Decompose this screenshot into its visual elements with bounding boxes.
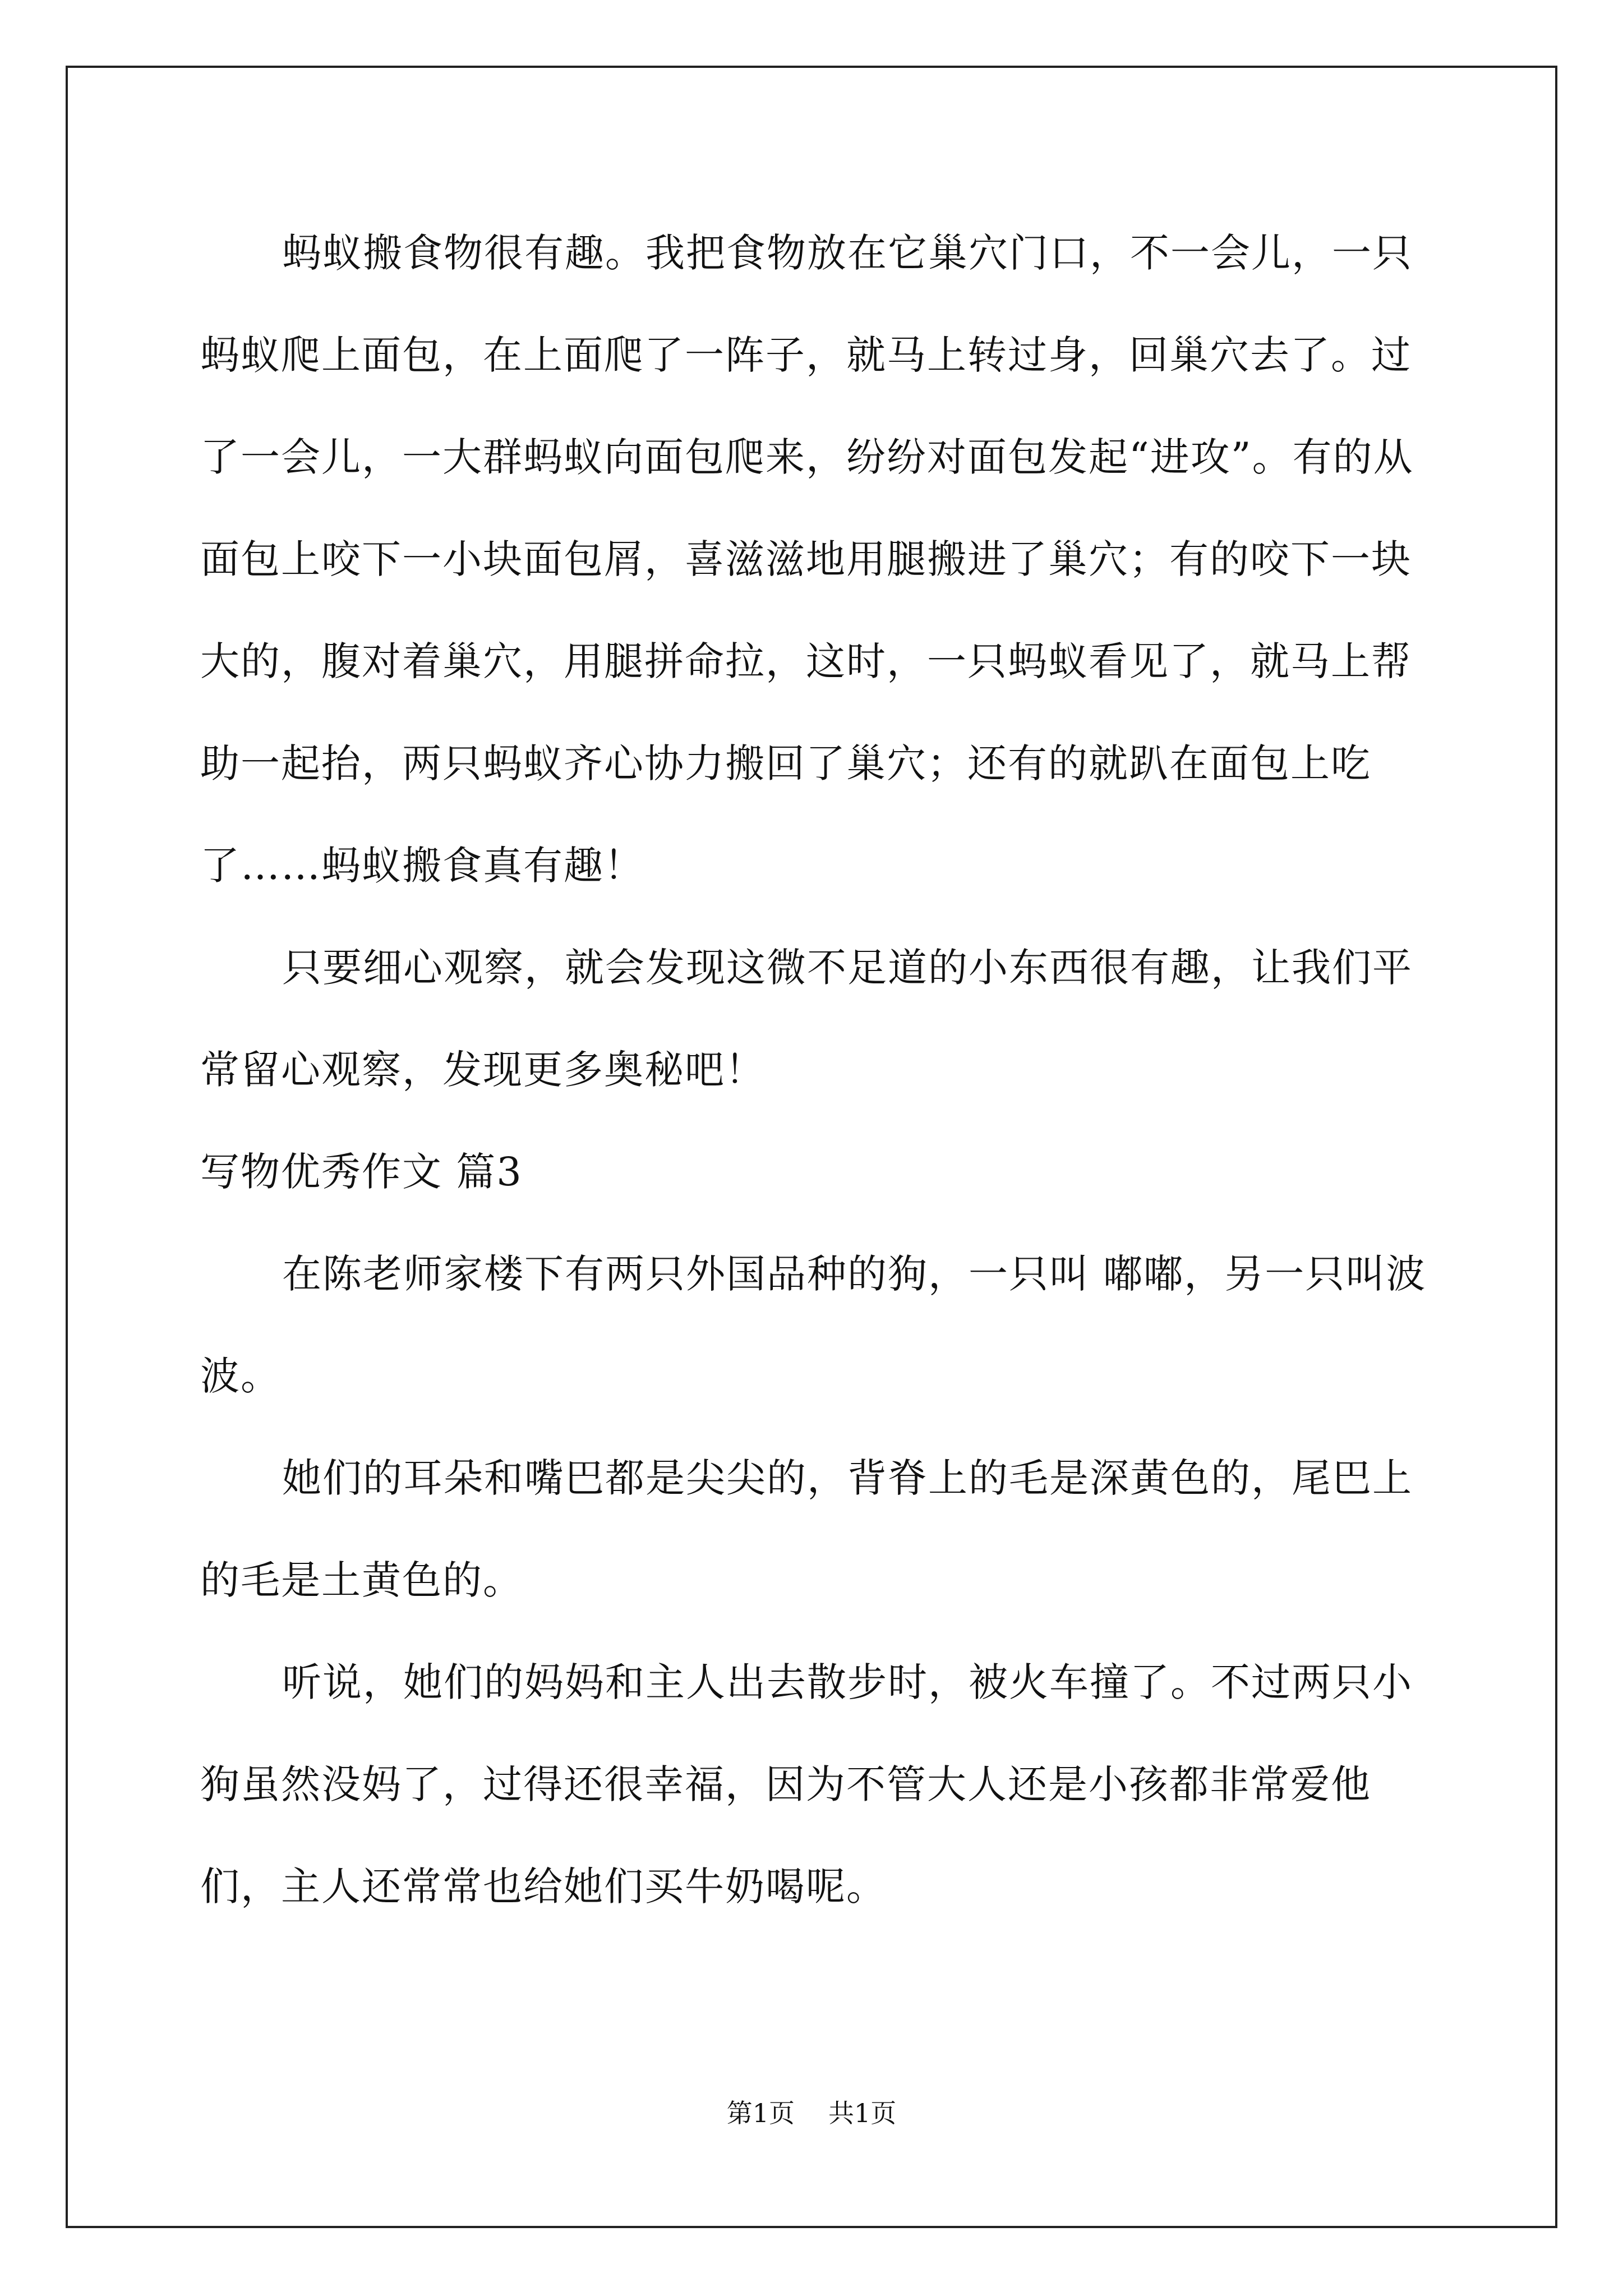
page-total: 共1页 xyxy=(828,2098,897,2128)
page-number: 第1页 xyxy=(726,2098,795,2128)
paragraph-dogs-story: 听说，她们的妈妈和主人出去散步时，被火车撞了。不过两只小狗虽然没妈了，过得还很幸福，因为不管大人还是小孩都非常爱他们，主人还常常也给她们买牛奶喝呢。 xyxy=(200,1659,1413,1910)
paragraph-dogs-intro: 在陈老师家楼下有两只外国品种的狗，一只叫 嘟嘟，另一只叫波波。 xyxy=(200,1251,1427,1399)
paragraph-observation: 只要细心观察，就会发现这微不足道的小东西很有趣，让我们平常留心观察，发现更多奥秘吧！ xyxy=(200,945,1413,1093)
section-heading: 写物优秀作文 篇3 xyxy=(200,1149,523,1195)
paragraph-ant-story: 蚂蚁搬食物很有趣。我把食物放在它巢穴门口，不一会儿，一只蚂蚁爬上面包，在上面爬了一阵子，就马上转过身，回巢穴去了。过了一会儿，一大群蚂蚁向面包爬来，纷纷对面包发起“进攻”。有的从面包上咬下一小块面包屑，喜滋滋地用腿搬进了巢穴；有的咬下一块大的，腹对着巢穴，用腿拼命拉，这时，一只蚂蚁看见了，就马上帮助一起抬，两只蚂蚁齐心协力搬回了巢穴；还有的就趴在面包上吃了……蚂蚁搬食真有趣！ xyxy=(200,230,1414,889)
document-body xyxy=(200,202,1434,1938)
page-footer xyxy=(0,2096,1623,2130)
paragraph-dogs-appearance: 她们的耳朵和嘴巴都是尖尖的，背脊上的毛是深黄色的，尾巴上的毛是土黄色的。 xyxy=(200,1455,1413,1603)
